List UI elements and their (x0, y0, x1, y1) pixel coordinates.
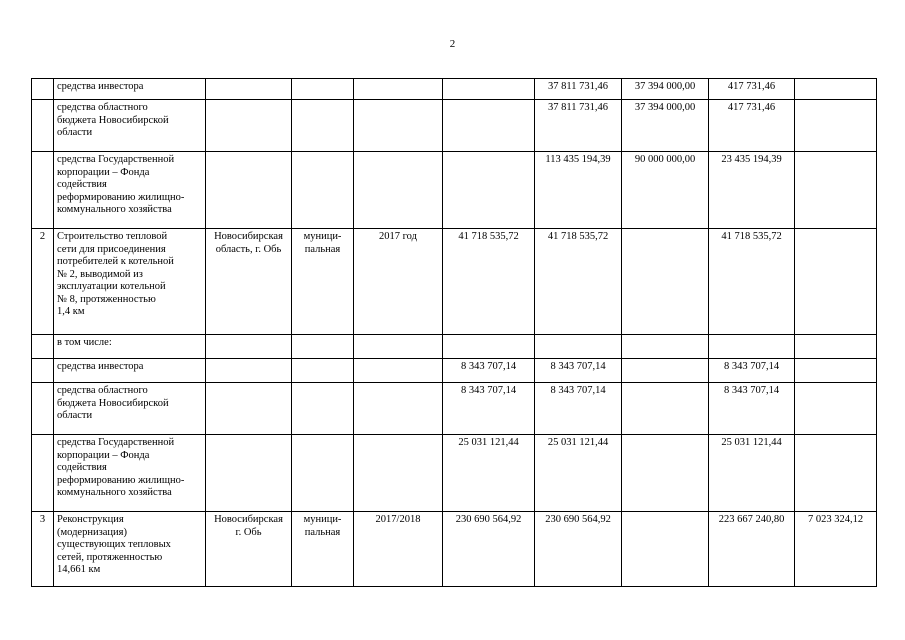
row-number (32, 383, 54, 435)
item-location (206, 335, 292, 359)
item-location (206, 435, 292, 512)
item-period (354, 335, 443, 359)
table-body (32, 79, 877, 587)
cell-line: корпорации – Фонда (57, 166, 150, 178)
amount-v2 (535, 335, 622, 359)
cell-line: бюджета Новосибирской (57, 114, 169, 126)
item-location (206, 359, 292, 383)
amount-v1: 8 343 707,14 (443, 359, 535, 383)
item-description (54, 335, 206, 359)
amount-v4: 25 031 121,44 (709, 435, 795, 512)
cell-line: средства областного (57, 102, 148, 113)
item-ownership (292, 335, 354, 359)
amount-v3 (622, 512, 709, 587)
amount-v3 (622, 383, 709, 435)
amount-v1 (443, 100, 535, 152)
amount-v5 (795, 152, 877, 229)
amount-v4: 41 718 535,72 (709, 229, 795, 335)
amount-v4: 417 731,46 (709, 100, 795, 152)
cell-line: области (57, 127, 93, 138)
cell-line: муници- (303, 231, 342, 242)
item-location (206, 512, 292, 587)
amount-v1 (443, 79, 535, 100)
row-number (32, 100, 54, 152)
amount-v4 (709, 335, 795, 359)
amount-v2: 8 343 707,14 (535, 383, 622, 435)
cell-line: г. Обь (235, 526, 262, 538)
amount-v4: 417 731,46 (709, 79, 795, 100)
item-ownership (292, 512, 354, 587)
cell-line: сети для присоединения (57, 243, 166, 255)
cell-line: 14,661 км (57, 564, 101, 575)
amount-v3 (622, 435, 709, 512)
amount-v5 (795, 435, 877, 512)
amount-v4: 223 667 240,80 (709, 512, 795, 587)
amount-v3 (622, 359, 709, 383)
row-number (32, 435, 54, 512)
item-description (54, 152, 206, 229)
cell-line: муници- (303, 514, 342, 525)
amount-v1: 8 343 707,14 (443, 383, 535, 435)
amount-v4: 8 343 707,14 (709, 383, 795, 435)
cell-line: средства областного (57, 385, 148, 396)
table-row (32, 359, 877, 383)
cell-line: коммунального хозяйства (57, 487, 172, 498)
item-ownership (292, 229, 354, 335)
cell-line: пальная (304, 243, 341, 255)
amount-v5 (795, 100, 877, 152)
cell-line: сетей, протяженностью (57, 551, 163, 563)
item-ownership (292, 383, 354, 435)
item-location (206, 383, 292, 435)
cell-line: Новосибирская (214, 514, 283, 525)
table-row (32, 335, 877, 359)
amount-v5 (795, 229, 877, 335)
item-ownership (292, 435, 354, 512)
cell-line: бюджета Новосибирской (57, 397, 169, 409)
table-row (32, 435, 877, 512)
cell-line: средства инвестора (57, 81, 144, 92)
item-period: 2017/2018 (354, 512, 443, 587)
amount-v2: 41 718 535,72 (535, 229, 622, 335)
amount-v2: 113 435 194,39 (535, 152, 622, 229)
cell-line: Реконструкция (57, 514, 124, 525)
cell-line: реформированию жилищно- (57, 474, 185, 486)
amount-v3 (622, 335, 709, 359)
item-period: 2017 год (354, 229, 443, 335)
cell-line: 1,4 км (57, 306, 85, 317)
amount-v3: 37 394 000,00 (622, 100, 709, 152)
cell-line: содействия (57, 179, 107, 190)
cell-line: коммунального хозяйства (57, 204, 172, 215)
amount-v1 (443, 152, 535, 229)
amount-v4: 8 343 707,14 (709, 359, 795, 383)
cell-line: область, г. Обь (215, 243, 282, 255)
item-period (354, 435, 443, 512)
item-location (206, 100, 292, 152)
budget-table (31, 78, 877, 587)
cell-line: средства Государственной (57, 437, 175, 448)
amount-v2: 37 811 731,46 (535, 100, 622, 152)
cell-line: пальная (304, 526, 341, 538)
item-ownership (292, 359, 354, 383)
cell-line: содействия (57, 462, 107, 473)
cell-line: существующих тепловых (57, 539, 171, 550)
item-period (354, 152, 443, 229)
row-number: 2 (32, 229, 54, 335)
item-ownership (292, 152, 354, 229)
table-row (32, 383, 877, 435)
cell-line: реформированию жилищно- (57, 191, 185, 203)
item-period (354, 100, 443, 152)
amount-v2: 37 811 731,46 (535, 79, 622, 100)
item-description (54, 512, 206, 587)
row-number (32, 152, 54, 229)
table-row (32, 100, 877, 152)
cell-line: Строительство тепловой (57, 231, 168, 242)
amount-v2: 230 690 564,92 (535, 512, 622, 587)
item-description (54, 435, 206, 512)
amount-v4: 23 435 194,39 (709, 152, 795, 229)
amount-v5 (795, 79, 877, 100)
table-row (32, 512, 877, 587)
item-period (354, 359, 443, 383)
cell-line: № 8, протяженностью (57, 293, 156, 305)
item-period (354, 383, 443, 435)
item-location (206, 79, 292, 100)
item-ownership (292, 79, 354, 100)
amount-v3 (622, 229, 709, 335)
table-row (32, 79, 877, 100)
row-number: 3 (32, 512, 54, 587)
amount-v3: 37 394 000,00 (622, 79, 709, 100)
row-number (32, 79, 54, 100)
cell-line: средства инвестора (57, 361, 144, 372)
amount-v1: 230 690 564,92 (443, 512, 535, 587)
page-number: 2 (449, 38, 456, 50)
amount-v1: 41 718 535,72 (443, 229, 535, 335)
item-description (54, 359, 206, 383)
cell-line: № 2, выводимой из (57, 268, 143, 280)
item-period (354, 79, 443, 100)
item-description (54, 383, 206, 435)
amount-v2: 8 343 707,14 (535, 359, 622, 383)
cell-line: Новосибирская (214, 231, 283, 242)
amount-v1: 25 031 121,44 (443, 435, 535, 512)
cell-line: корпорации – Фонда (57, 449, 150, 461)
item-ownership (292, 100, 354, 152)
row-number (32, 359, 54, 383)
amount-v3: 90 000 000,00 (622, 152, 709, 229)
amount-v5 (795, 335, 877, 359)
item-description (54, 229, 206, 335)
item-description (54, 100, 206, 152)
item-location (206, 229, 292, 335)
cell-line: средства Государственной (57, 154, 175, 165)
amount-v5 (795, 359, 877, 383)
cell-line: в том числе: (57, 337, 112, 348)
cell-line: (модернизация) (57, 526, 127, 538)
amount-v5: 7 023 324,12 (795, 512, 877, 587)
item-location (206, 152, 292, 229)
item-description (54, 79, 206, 100)
amount-v2: 25 031 121,44 (535, 435, 622, 512)
table-row (32, 229, 877, 335)
cell-line: потребителей к котельной (57, 256, 174, 267)
amount-v1 (443, 335, 535, 359)
amount-v5 (795, 383, 877, 435)
table-row (32, 152, 877, 229)
cell-line: эксплуатации котельной (57, 281, 166, 292)
cell-line: области (57, 410, 93, 421)
row-number (32, 335, 54, 359)
